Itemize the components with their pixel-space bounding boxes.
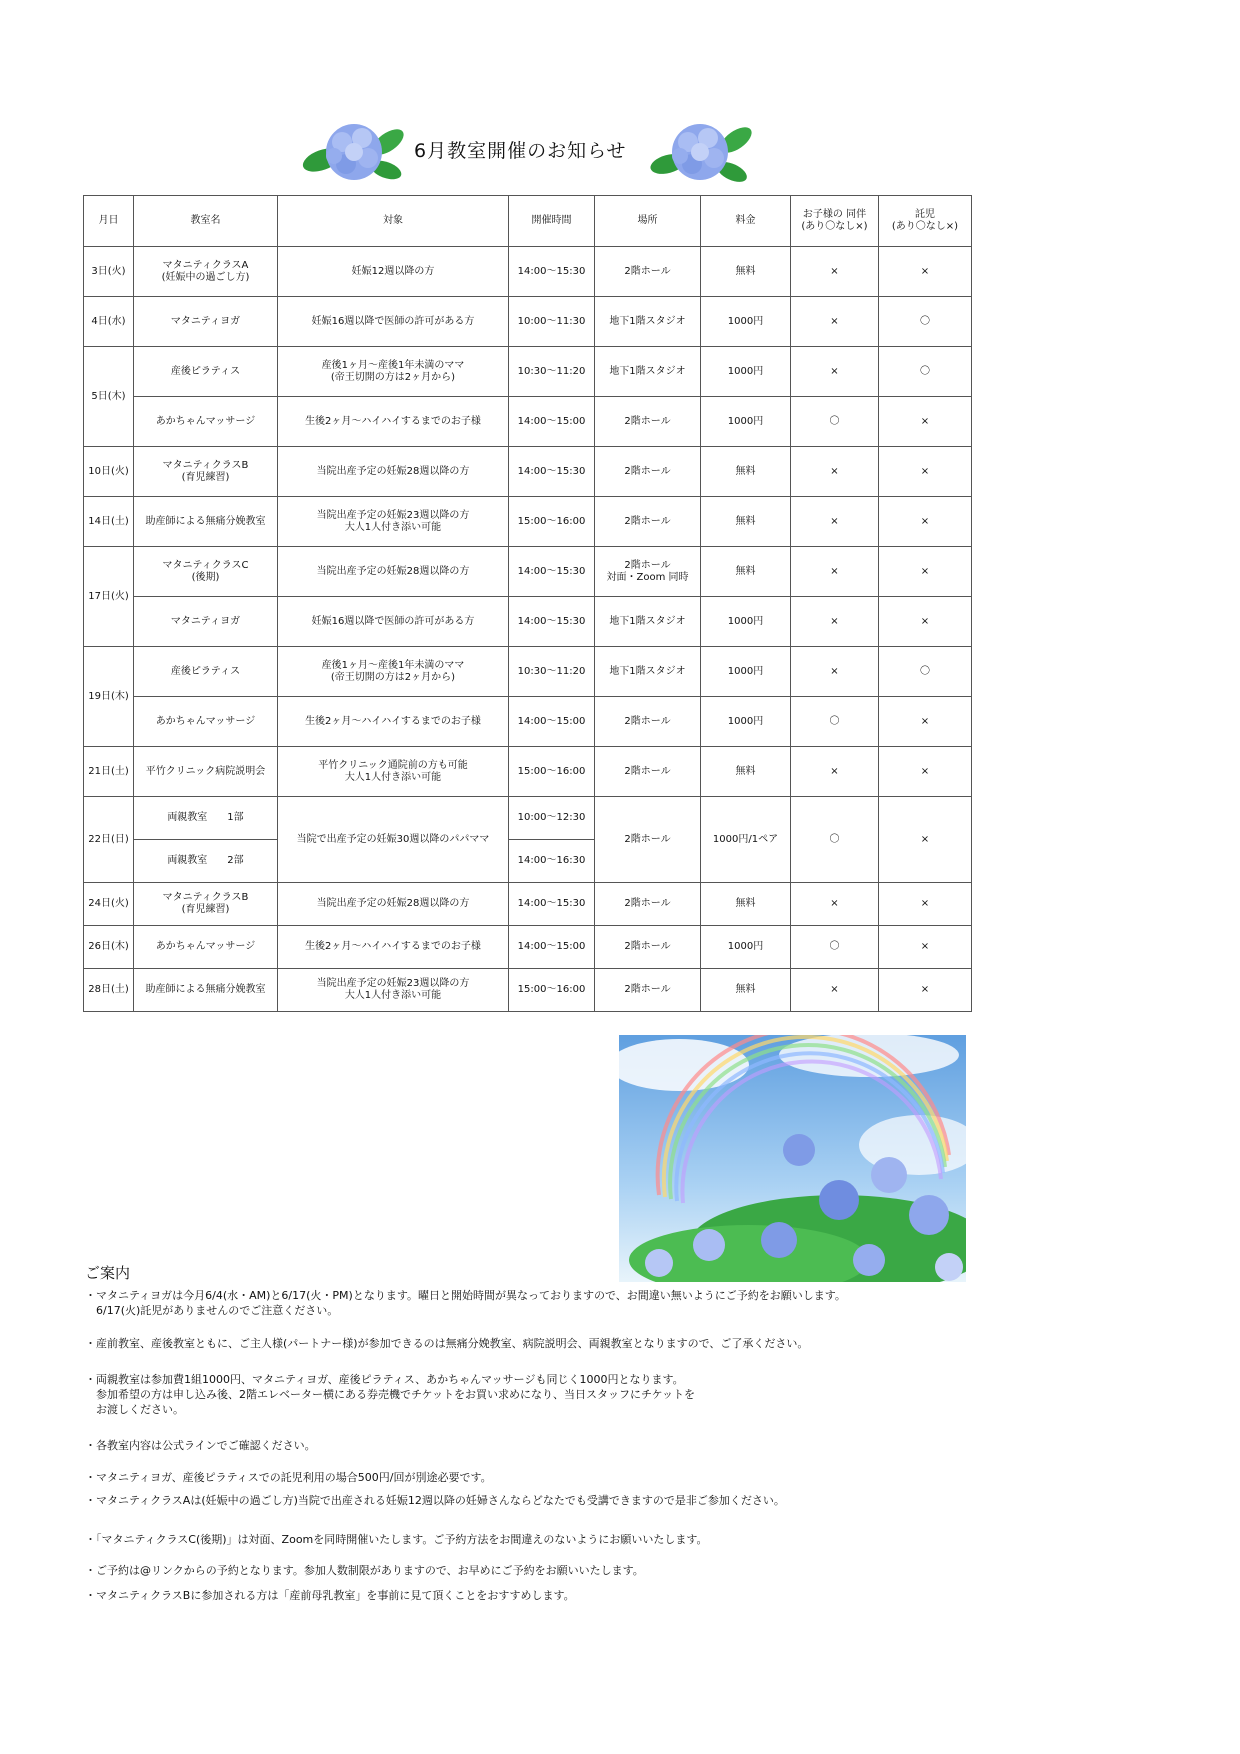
cell-date: 26日(木) (84, 926, 134, 969)
guide-note-3: ・両親教室は参加費1組1000円、マタニティヨガ、産後ピラティス、あかちゃんマッサージも同じく1000円となります。 参加希望の方は申し込み後、2階エレベーター横にある券売機でチケットをお買い求めになり、当日スタッフにチケットを お渡しください。 (85, 1373, 696, 1416)
cell-place: 2階ホール (595, 883, 701, 926)
cell-child-accompany: × (791, 447, 879, 497)
cell-child-accompany: 〇 (791, 926, 879, 969)
cell-time: 10:00～11:30 (509, 297, 595, 347)
cell-target: 産後1ヶ月～産後1年未満のママ (帝王切開の方は2ヶ月から) (278, 347, 509, 397)
cell-child-accompany: 〇 (791, 697, 879, 747)
cell-fee: 無料 (701, 969, 791, 1012)
cell-child-accompany: 〇 (791, 397, 879, 447)
table-row (84, 497, 972, 547)
cell-childcare: 〇 (879, 647, 972, 697)
header-class-name: 教室名 (134, 196, 278, 247)
cell-class-name: あかちゃんマッサージ (134, 397, 278, 447)
table-row (84, 926, 972, 969)
cell-child-accompany: × (791, 347, 879, 397)
hydrangea-left-illustration (302, 112, 406, 192)
cell-childcare: × (879, 447, 972, 497)
cell-time: 14:00～16:30 (509, 840, 595, 883)
cell-target: 妊娠12週以降の方 (278, 247, 509, 297)
cell-time: 14:00～15:00 (509, 697, 595, 747)
title-row (0, 112, 1240, 192)
cell-childcare: × (879, 497, 972, 547)
cell-date: 5日(木) (84, 347, 134, 447)
rainbow-hydrangea-illustration (619, 1035, 966, 1282)
cell-time: 10:00～12:30 (509, 797, 595, 840)
cell-class-name: 平竹クリニック病院説明会 (134, 747, 278, 797)
cell-target: 生後2ヶ月～ハイハイするまでのお子様 (278, 697, 509, 747)
cell-class-name: マタニティクラスC (後期) (134, 547, 278, 597)
cell-time: 10:30～11:20 (509, 347, 595, 397)
table-header-row (84, 196, 972, 247)
cell-time: 10:30～11:20 (509, 647, 595, 697)
cell-class-name: マタニティクラスB (育児練習) (134, 447, 278, 497)
cell-date: 14日(土) (84, 497, 134, 547)
table-row (84, 547, 972, 597)
cell-place: 2階ホール (595, 397, 701, 447)
cell-date: 28日(土) (84, 969, 134, 1012)
cell-childcare: × (879, 397, 972, 447)
table-row (84, 883, 972, 926)
cell-time: 14:00～15:00 (509, 926, 595, 969)
cell-date: 3日(火) (84, 247, 134, 297)
table-row (84, 697, 972, 747)
cell-childcare: × (879, 697, 972, 747)
cell-fee: 無料 (701, 547, 791, 597)
cell-target: 当院出産予定の妊娠28週以降の方 (278, 883, 509, 926)
cell-target: 当院で出産予定の妊娠30週以降のパパママ (278, 797, 509, 883)
cell-class-name: 産後ピラティス (134, 347, 278, 397)
cell-place: 地下1階スタジオ (595, 647, 701, 697)
cell-target: 生後2ヶ月～ハイハイするまでのお子様 (278, 397, 509, 447)
cell-date: 17日(火) (84, 547, 134, 647)
cell-class-name: 両親教室 1部 (134, 797, 278, 840)
hydrangea-right-illustration (650, 112, 754, 192)
cell-target: 当院出産予定の妊娠23週以降の方 大人1人付き添い可能 (278, 969, 509, 1012)
cell-childcare: 〇 (879, 297, 972, 347)
cell-time: 15:00～16:00 (509, 969, 595, 1012)
cell-fee: 1000円 (701, 397, 791, 447)
cell-time: 15:00～16:00 (509, 747, 595, 797)
cell-target: 生後2ヶ月～ハイハイするまでのお子様 (278, 926, 509, 969)
cell-child-accompany: × (791, 747, 879, 797)
guide-note-8: ・ご予約は@リンクからの予約となります。参加人数制限がありますので、お早めにご予約をお願いいたします。 (85, 1564, 644, 1577)
cell-child-accompany: × (791, 597, 879, 647)
table-row (84, 647, 972, 697)
cell-place: 2階ホール (595, 747, 701, 797)
cell-target: 当院出産予定の妊娠23週以降の方 大人1人付き添い可能 (278, 497, 509, 547)
cell-fee: 無料 (701, 883, 791, 926)
header-target: 対象 (278, 196, 509, 247)
cell-time: 14:00～15:30 (509, 883, 595, 926)
table-row (84, 297, 972, 347)
cell-class-name: あかちゃんマッサージ (134, 926, 278, 969)
cell-fee: 無料 (701, 747, 791, 797)
cell-target: 妊娠16週以降で医師の許可がある方 (278, 597, 509, 647)
cell-fee: 1000円 (701, 926, 791, 969)
cell-child-accompany: × (791, 969, 879, 1012)
cell-fee: 1000円 (701, 647, 791, 697)
header-time: 開催時間 (509, 196, 595, 247)
cell-childcare: × (879, 969, 972, 1012)
page-title: 6月教室開催のお知らせ (414, 140, 627, 162)
cell-childcare: × (879, 926, 972, 969)
cell-fee: 1000円 (701, 697, 791, 747)
cell-childcare: × (879, 883, 972, 926)
cell-class-name: 産後ピラティス (134, 647, 278, 697)
cell-childcare: 〇 (879, 347, 972, 397)
cell-place: 2階ホール (595, 969, 701, 1012)
cell-time: 15:00～16:00 (509, 497, 595, 547)
cell-place: 2階ホール (595, 697, 701, 747)
cell-place: 2階ホール (595, 797, 701, 883)
cell-class-name: 助産師による無痛分娩教室 (134, 497, 278, 547)
cell-place: 2階ホール (595, 447, 701, 497)
cell-class-name: マタニティクラスB (育児練習) (134, 883, 278, 926)
table-row (84, 969, 972, 1012)
header-childcare: 託児 (あり〇なし×) (879, 196, 972, 247)
cell-child-accompany: × (791, 547, 879, 597)
header-fee: 料金 (701, 196, 791, 247)
cell-target: 当院出産予定の妊娠28週以降の方 (278, 547, 509, 597)
guide-note-4: ・各教室内容は公式ラインでご確認ください。 (85, 1439, 316, 1452)
cell-child-accompany: 〇 (791, 797, 879, 883)
cell-childcare: × (879, 547, 972, 597)
cell-fee: 無料 (701, 447, 791, 497)
cell-date: 21日(土) (84, 747, 134, 797)
cell-place: 2階ホール (595, 247, 701, 297)
cell-target: 妊娠16週以降で医師の許可がある方 (278, 297, 509, 347)
header-child-accompany: お子様の 同伴 (あり〇なし×) (791, 196, 879, 247)
cell-target: 産後1ヶ月～産後1年未満のママ (帝王切開の方は2ヶ月から) (278, 647, 509, 697)
cell-class-name: マタニティヨガ (134, 597, 278, 647)
cell-target: 当院出産予定の妊娠28週以降の方 (278, 447, 509, 497)
cell-child-accompany: × (791, 297, 879, 347)
cell-childcare: × (879, 797, 972, 883)
cell-place: 2階ホール (595, 926, 701, 969)
cell-time: 14:00～15:30 (509, 547, 595, 597)
cell-childcare: × (879, 747, 972, 797)
guide-note-5: ・マタニティヨガ、産後ピラティスでの託児利用の場合500円/回が別途必要です。 (85, 1471, 492, 1484)
cell-time: 14:00～15:30 (509, 447, 595, 497)
guide-note-7: ・「マタニティクラスC(後期)」は対面、Zoomを同時開催いたします。ご予約方法をお間違えのないようにお願いいたします。 (85, 1533, 708, 1546)
cell-class-name: 両親教室 2部 (134, 840, 278, 883)
cell-time: 14:00～15:00 (509, 397, 595, 447)
cell-place: 地下1階スタジオ (595, 297, 701, 347)
table-row (84, 447, 972, 497)
cell-fee: 1000円 (701, 297, 791, 347)
table-row (84, 247, 972, 297)
guide-note-6: ・マタニティクラスAは(妊娠中の過ごし方)当院で出産される妊娠12週以降の妊婦さんならどなたでも受講できますので是非ご参加ください。 (85, 1494, 785, 1507)
cell-class-name: あかちゃんマッサージ (134, 697, 278, 747)
cell-class-name: マタニティクラスA (妊娠中の過ごし方) (134, 247, 278, 297)
cell-child-accompany: × (791, 247, 879, 297)
cell-class-name: マタニティヨガ (134, 297, 278, 347)
cell-fee: 1000円 (701, 597, 791, 647)
schedule-table (83, 195, 972, 1012)
cell-class-name: 助産師による無痛分娩教室 (134, 969, 278, 1012)
cell-date: 19日(木) (84, 647, 134, 747)
cell-time: 14:00～15:30 (509, 597, 595, 647)
guide-note-2: ・産前教室、産後教室ともに、ご主人様(パートナー様)が参加できるのは無痛分娩教室、病院説明会、両親教室となりますので、ご了承ください。 (85, 1337, 809, 1350)
cell-child-accompany: × (791, 497, 879, 547)
cell-place: 地下1階スタジオ (595, 597, 701, 647)
guide-note-9: ・マタニティクラスBに参加される方は「産前母乳教室」を事前に見て頂くことをおすすめします。 (85, 1589, 575, 1602)
header-date: 月日 (84, 196, 134, 247)
cell-childcare: × (879, 247, 972, 297)
cell-place: 2階ホール 対面・Zoom 同時 (595, 547, 701, 597)
cell-fee: 無料 (701, 247, 791, 297)
cell-time: 14:00～15:30 (509, 247, 595, 297)
table-row (84, 747, 972, 797)
table-row (84, 347, 972, 397)
cell-date: 24日(火) (84, 883, 134, 926)
cell-fee: 1000円/1ペア (701, 797, 791, 883)
guide-heading: ご案内 (85, 1264, 131, 1282)
header-place: 場所 (595, 196, 701, 247)
cell-fee: 1000円 (701, 347, 791, 397)
cell-place: 地下1階スタジオ (595, 347, 701, 397)
cell-date: 22日(日) (84, 797, 134, 883)
table-row (84, 597, 972, 647)
guide-note-1: ・マタニティヨガは今月6/4(水・AM)と6/17(火・PM)となります。曜日と開始時間が異なっておりますので、お間違い無いようにご予約をお願いします。 6/17(火)託児がありませんのでご注意ください。 (85, 1289, 846, 1317)
cell-date: 10日(火) (84, 447, 134, 497)
table-row (84, 797, 972, 840)
table-row (84, 397, 972, 447)
cell-target: 平竹クリニック通院前の方も可能 大人1人付き添い可能 (278, 747, 509, 797)
cell-place: 2階ホール (595, 497, 701, 547)
cell-fee: 無料 (701, 497, 791, 547)
cell-date: 4日(水) (84, 297, 134, 347)
cell-childcare: × (879, 597, 972, 647)
cell-child-accompany: × (791, 883, 879, 926)
cell-child-accompany: × (791, 647, 879, 697)
